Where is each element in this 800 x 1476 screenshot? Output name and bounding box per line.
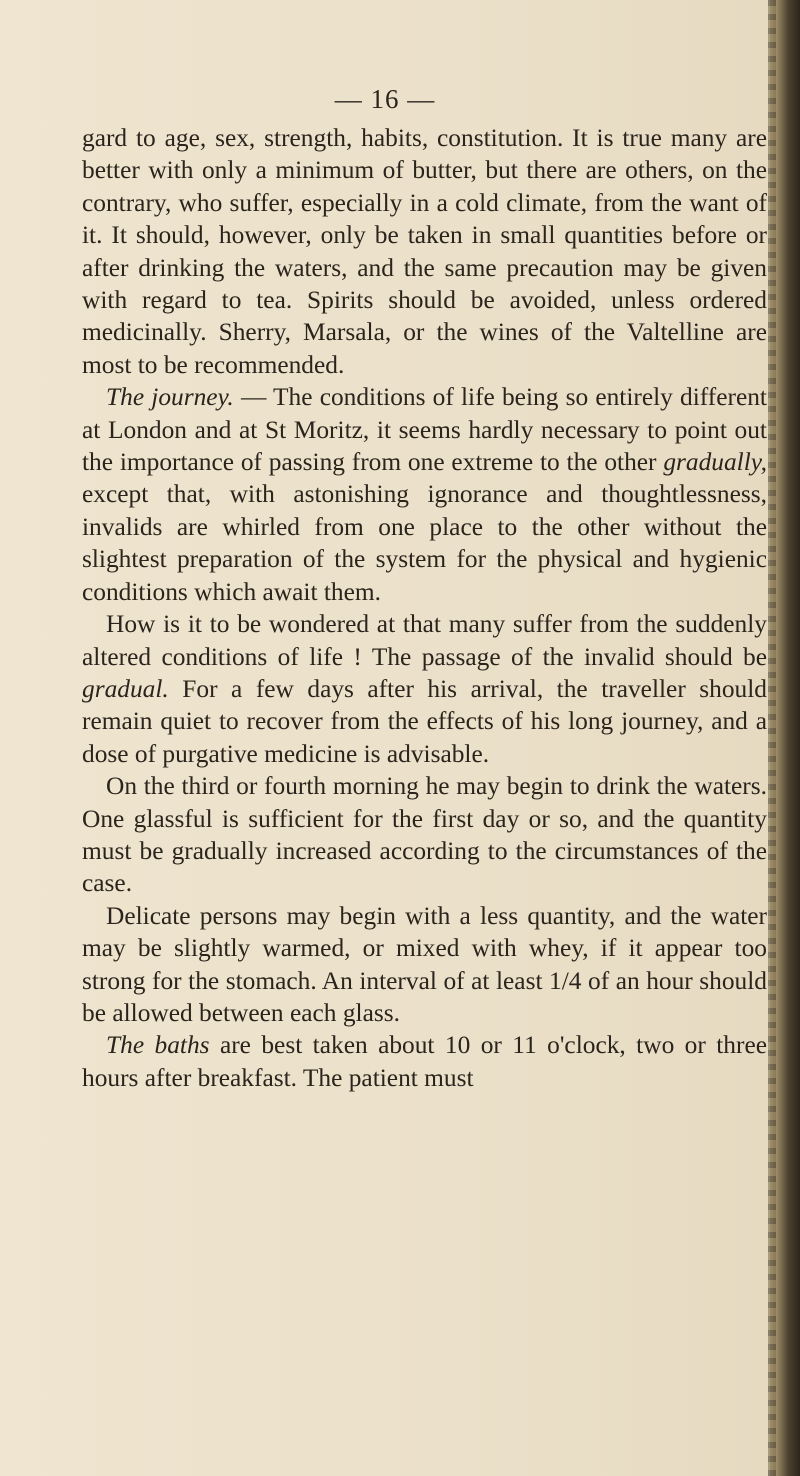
page-number: — 16 — bbox=[334, 84, 436, 114]
paragraph-drink-waters bbox=[82, 770, 767, 900]
paragraph-delicate-text: Delicate persons may begin with a less quantity, and the water may be slightly warmed, or mixed with whey, if it appear too strong for the stomach. An interval of at least 1/4 of an hour should be allowed between each glass. bbox=[82, 901, 767, 1027]
paragraph-baths-text: are best taken about 10 or 11 o'clock, two or three hours after breakfast. The patient must bbox=[82, 1031, 767, 1092]
paragraph-journey-text: — The conditions of life being so entirely different at London and at St Moritz, it seems hardly necessary to point out the importance of passing from one extreme to the other bbox=[82, 383, 767, 477]
paragraph-baths bbox=[82, 1029, 767, 1094]
paragraph-altered-conditions bbox=[82, 608, 767, 770]
paragraph-altered-text: How is it to be wondered at that many suffer from the suddenly altered conditions of life ! The passage of the invalid should be bbox=[82, 610, 767, 671]
paragraph-journey bbox=[82, 381, 767, 608]
emphasis-gradually: gradually, bbox=[663, 448, 767, 477]
paragraph-diet-text: gard to age, sex, strength, habits, constitution. It is true many are better with only a minimum of butter, but there are others, on the contrary, who suffer, especially in a cold climate, from the want of it. It should, however, only be taken in small quantities before or after drinking the waters, and the same precaution may be given with regard to tea. Spirits should be avoided, unless ordered medicinally. Sherry, Marsala, or the wines of the Valtelline are most to be recommended. bbox=[82, 124, 767, 379]
paragraph-journey-tail: except that, with astonishing ignorance and thoughtlessness, invalids are whirled from one place to the other without the slightest preparation of the system for the physical and hygienic conditions which await them. bbox=[82, 480, 767, 606]
body-text bbox=[82, 122, 767, 1094]
heading-the-baths: The baths bbox=[106, 1031, 210, 1060]
paragraph-diet bbox=[82, 122, 767, 381]
page-stack-edge bbox=[768, 0, 776, 1476]
paragraph-altered-tail: For a few days after his arrival, the traveller should remain quiet to recover from the effects of his long journey, and a dose of purgative medicine is advisable. bbox=[82, 674, 767, 768]
emphasis-gradual: gradual. bbox=[82, 674, 169, 703]
paragraph-drink-text: On the third or fourth morning he may begin to drink the waters. One glassful is sufficient for the first day or so, and the quantity must be gradually increased according to the circumstances of the case. bbox=[82, 772, 767, 898]
paragraph-delicate-persons bbox=[82, 900, 767, 1030]
heading-the-journey: The journey. bbox=[106, 383, 234, 412]
